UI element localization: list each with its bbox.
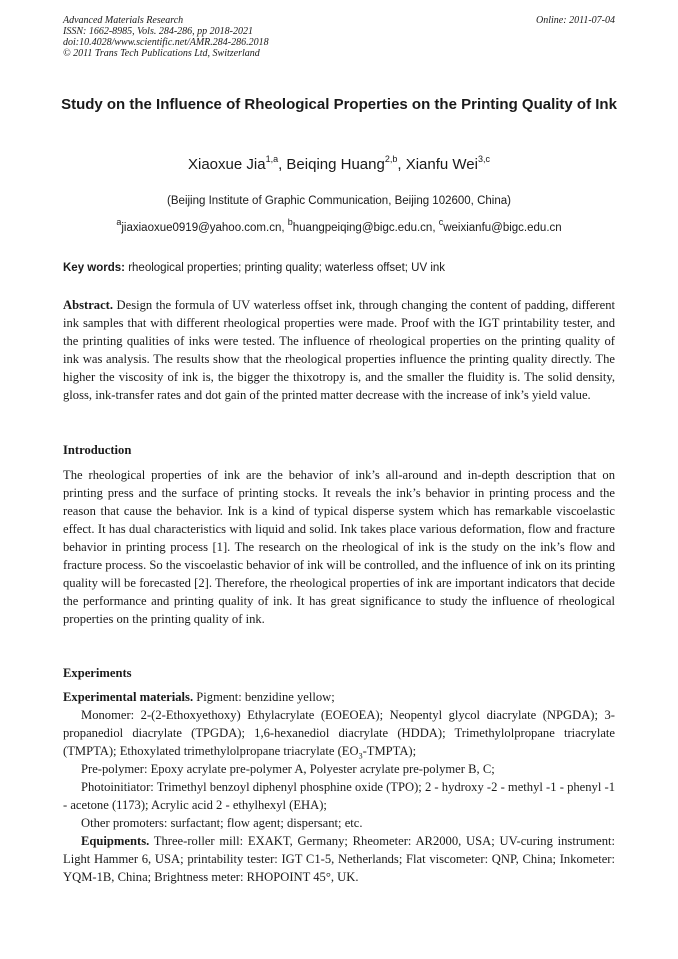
author-affiliation-mark: 2,b: [384, 154, 398, 164]
journal-name: Advanced Materials Research: [63, 15, 184, 26]
author-affiliation-mark: 3,c: [477, 154, 490, 164]
keywords: [63, 260, 615, 276]
email-separator: ,: [281, 222, 288, 234]
abstract-label: Abstract.: [63, 298, 114, 312]
issn-line: ISSN: 1662-8985, Vols. 284-286, pp 2018-2021: [63, 26, 253, 37]
keywords-text: rheological properties; printing quality; waterless offset; UV ink: [128, 262, 446, 274]
introduction-text: The rheological properties of ink are the behavior of ink’s all-around and in-depth description that on printing press and the surface of printing stocks. It reveals the ink’s behavior in printing process and the reason that cause the behavior. Ink is a kind of typical disperse system which has remarkable viscoelastic effect. It has dual characteristics with liquid and solid. Ink takes place various deformation, flow and fracture behavior in printing process [1]. The research on the rheological of ink is the study on the ink’s flow and fracture process. So the viscoelastic behavior of ink will be controlled, and the influence of ink on its printing quality will be forecasted [2]. Therefore, the rheological properties of ink are important indicators that decide the performance and printing quality of ink. It has great significance to study the influence of rheological properties on the printing quality of ink.: [63, 468, 615, 626]
equipment-label: Equipments.: [81, 834, 150, 848]
equipment-text: Three-roller mill: EXAKT, Germany; Rheometer: AR2000, USA; UV-curing instrument: Light Hammer 6, USA; printability tester: IGT C1-5, Netherlands; Flat viscometer: QNP, China; Inkometer: YQM-1B, China; Brightness meter: RHOPOINT 45°, UK.: [63, 834, 615, 884]
email-mark: a: [116, 217, 122, 228]
doi-line: doi:10.4028/www.scientific.net/AMR.284-286.2018: [63, 37, 269, 48]
promoters-paragraph: Other promoters: surfactant; flow agent; dispersant; etc.: [81, 816, 363, 830]
email-mark: c: [438, 217, 444, 228]
author-separator: ,: [397, 156, 406, 173]
email-address[interactable]: jiaxiaoxue0919@yahoo.com.cn: [121, 222, 282, 234]
email-mark: b: [287, 217, 293, 228]
keywords-label: Key words:: [63, 262, 125, 274]
experiments-heading: Experiments: [63, 666, 132, 680]
equipment-paragraph: [63, 832, 615, 886]
pigment-text: Pigment: benzidine yellow;: [196, 690, 335, 704]
experiments-section: [63, 688, 615, 886]
author-name: Xiaoxue Jia: [188, 156, 266, 173]
online-date: Online: 2011-07-04: [536, 15, 615, 26]
abstract-text: Design the formula of UV waterless offset ink, through changing the content of padding, different ink samples that with different rheological properties were made. Proof with the IGT printability tester, and the printing qualities of inks were tested. The influence of rheological properties on the printing quality of ink was analysis. The results show that the rheological properties influence the printing quality directly. The higher the viscosity of ink is, the bigger the thixotropy is, and the smaller the fluidity is. The solid density, gloss, ink-transfer rates and dot gain of the printed matter decrease with the increase of ink’s yield value.: [63, 298, 615, 402]
monomer-text-end: -TMPTA);: [362, 744, 417, 758]
prepolymer-paragraph: Pre-polymer: Epoxy acrylate pre-polymer A, Polyester acrylate pre-polymer B, C;: [81, 762, 495, 776]
author-name: Xianfu Wei: [405, 156, 478, 173]
running-header: [63, 15, 615, 59]
paper-title: Study on the Influence of Rheological Properties on the Printing Quality of Ink: [61, 96, 617, 113]
email-list: [40, 217, 638, 236]
monomer-paragraph: [63, 706, 615, 760]
author-name: Beiqing Huang: [286, 156, 385, 173]
publication-info: [63, 15, 615, 59]
affiliation: (Beijing Institute of Graphic Communication, Beijing 102600, China): [167, 195, 511, 207]
email-address[interactable]: weixianfu@bigc.edu.cn: [443, 222, 562, 234]
monomer-subscript: 3: [358, 751, 363, 761]
author-separator: ,: [278, 156, 287, 173]
author-affiliation-mark: 1,a: [265, 154, 279, 164]
author-list: [40, 155, 638, 175]
abstract: [63, 296, 615, 404]
materials-label: Experimental materials.: [63, 690, 194, 704]
monomer-text: Monomer: 2-(2-Ethoxyethoxy) Ethylacrylate (EOEOEA); Neopentyl glycol diacrylate (NPGDA); 3-propanediol diacrylate (TPGDA); 1,6-hexanediol diacrylate (HDDA); Trimethylolpropane triacrylate (TMPTA); Ethoxylated trimethylolpropane triacrylate (EO: [63, 708, 615, 758]
introduction-heading: Introduction: [63, 443, 132, 457]
email-separator: ,: [432, 222, 439, 234]
materials-paragraph: [63, 688, 615, 706]
copyright-line: © 2011 Trans Tech Publications Ltd, Switzerland: [63, 48, 260, 59]
email-address[interactable]: huangpeiqing@bigc.edu.cn: [292, 222, 433, 234]
photoinitiator-paragraph: Photoinitiator: Trimethyl benzoyl diphenyl phosphine oxide (TPO); 2 - hydroxy -2 - methyl -1 - phenyl -1 - acetone (1173); Acrylic acid 2 - ethylhexyl (EHA);: [63, 780, 615, 812]
